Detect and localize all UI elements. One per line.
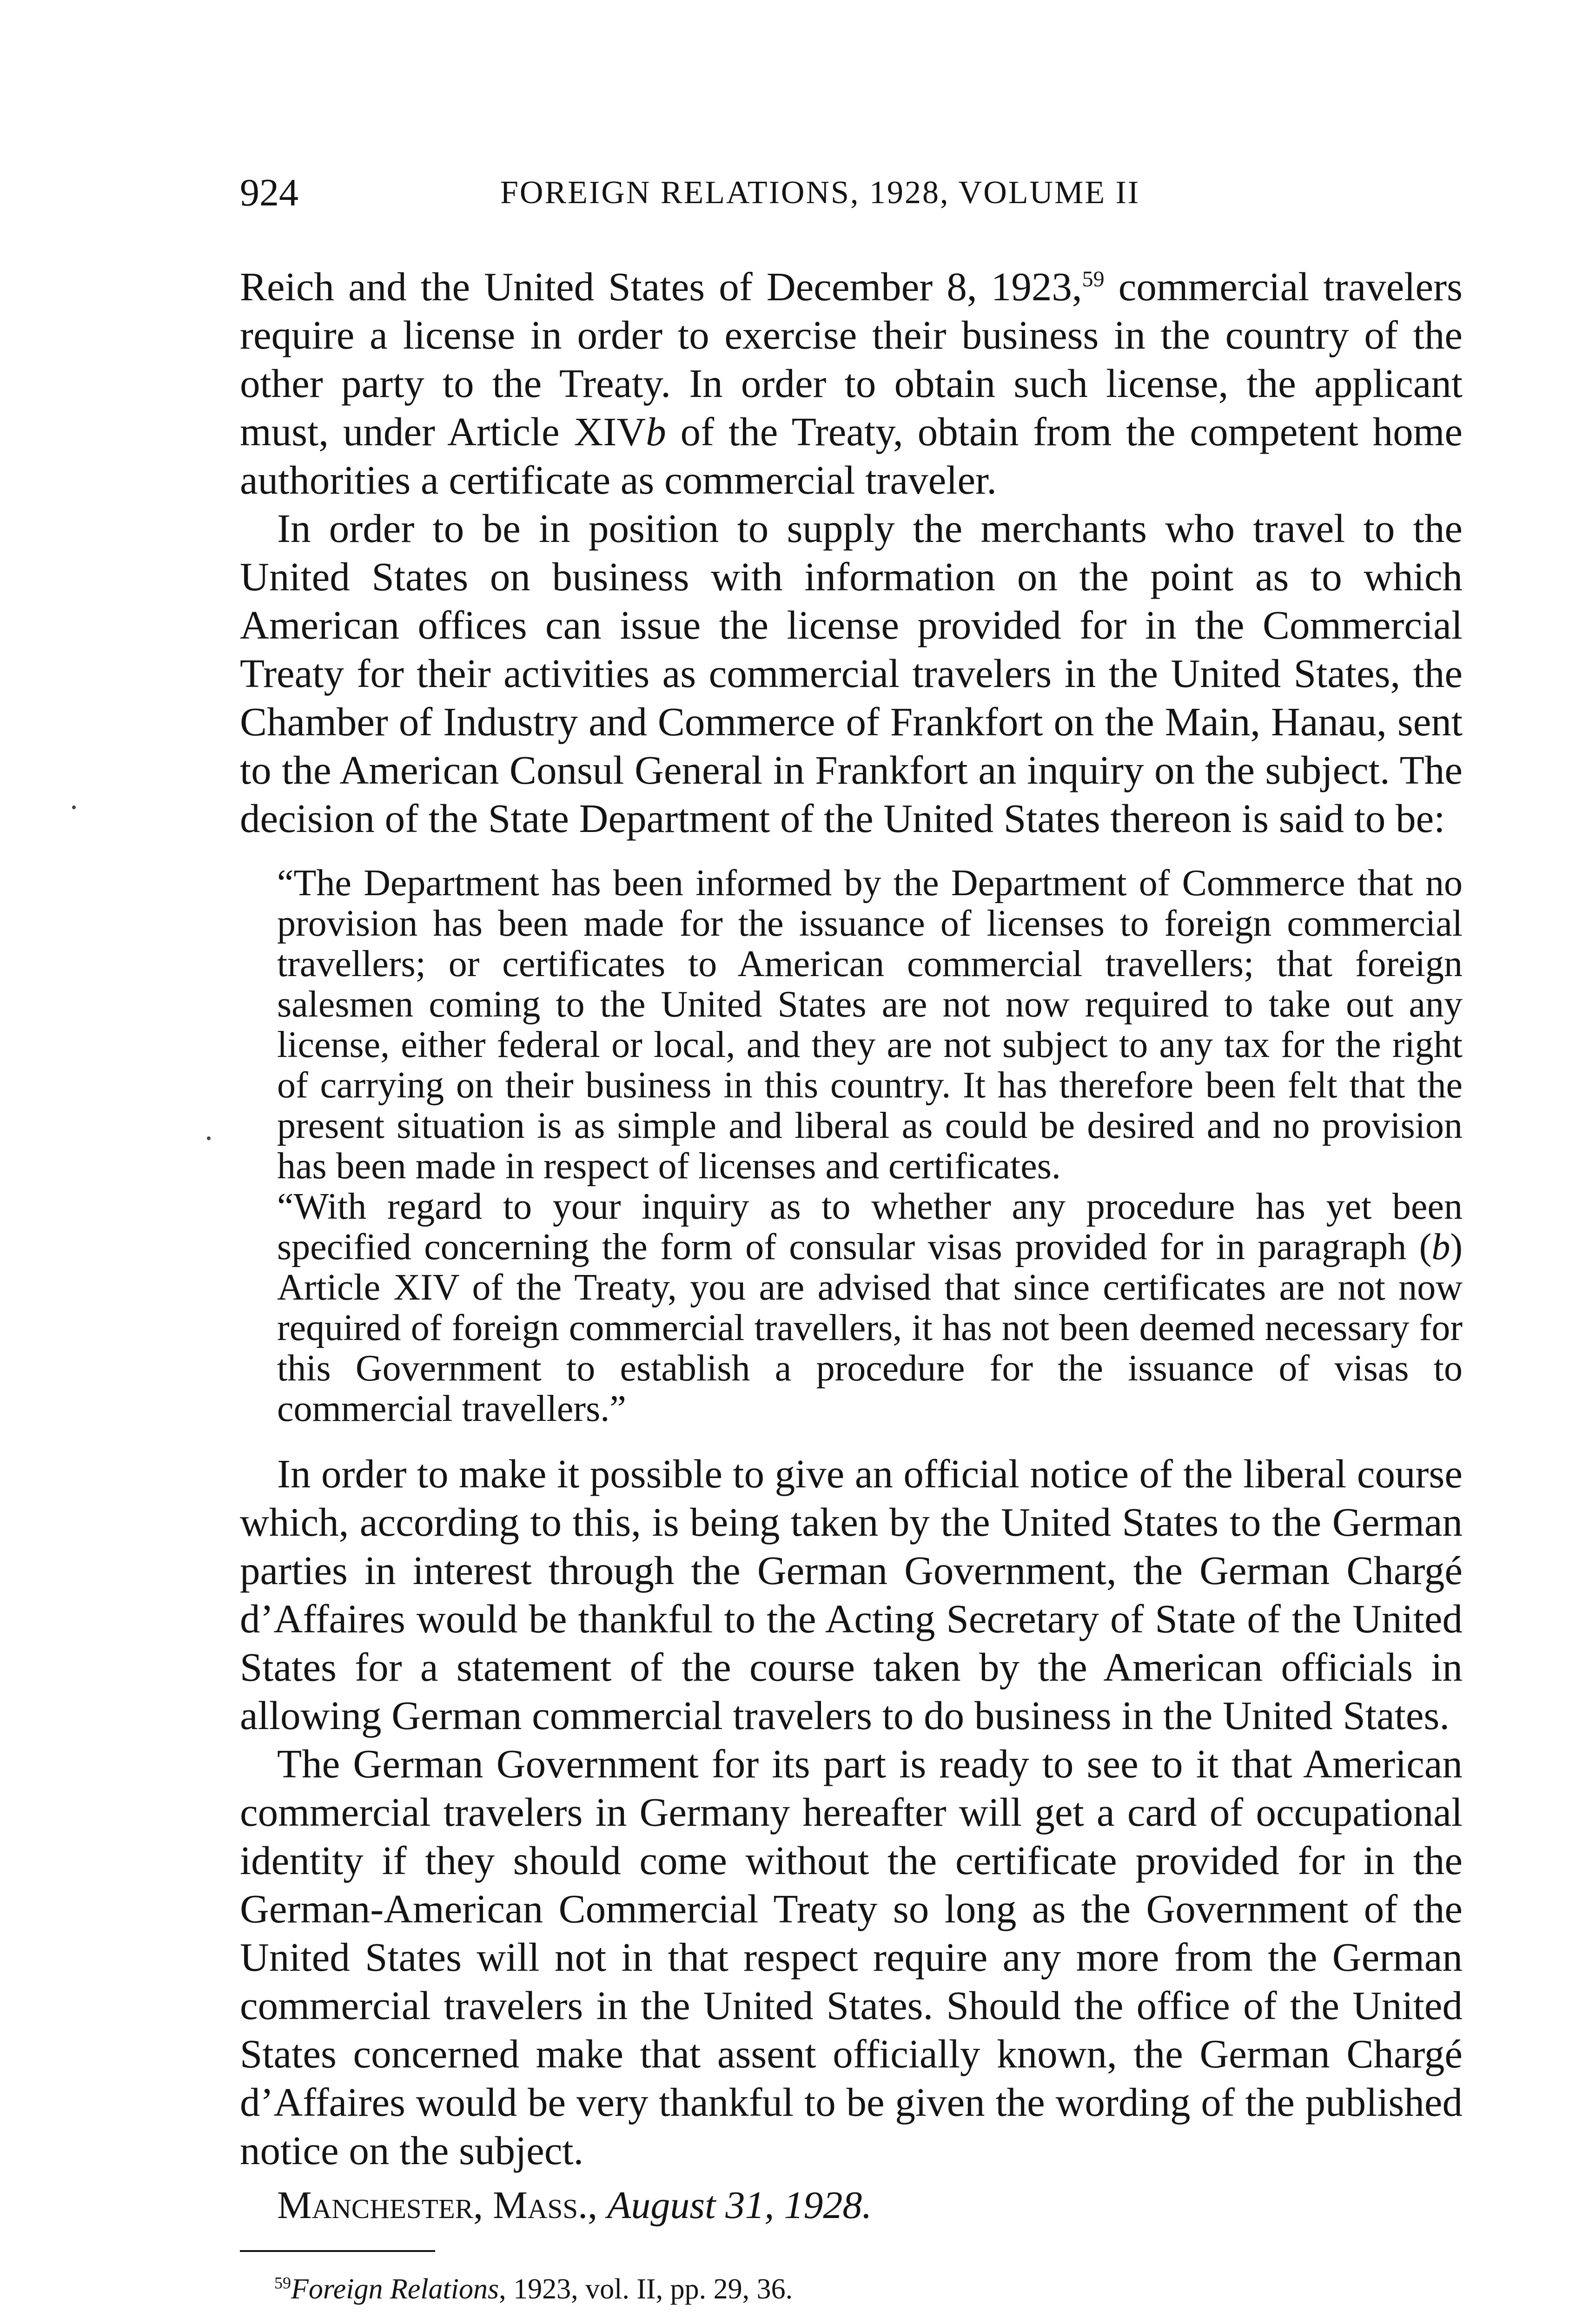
paragraph-1-article-letter: b (646, 409, 666, 454)
footnote-reference: 59 (1082, 267, 1105, 291)
running-title: FOREIGN RELATIONS, 1928, VOLUME II (500, 175, 1140, 211)
quote-paragraph-1: “The Department has been informed by the Department of Commerce that no provision has been made for the issuance of licenses to foreign commercial travellers; or certificates to American commercial travellers; that foreign salesmen coming to the United States are not now required to take out any license, either federal or local, and they are not subject to any tax for the right of carrying on their business in this country. It has therefore been felt that the present situation is as simple and liberal as could be desired and no provision has been made in respect of licenses and certificates. (277, 863, 1463, 1187)
paragraph-4: The German Government for its part is ready to see to it that American commercial travelers in Germany hereafter will get a card of occupational identity if they should come without the certificate provided for in the German-American Commercial Treaty so long as the Government of the United States will not in that respect require any more from the German commercial travelers in the United States. Should the office of the United States concerned make that assent officially known, the German Chargé d’Affaires would be very thankful to be given the wording of the published notice on the subject. (240, 1741, 1463, 2173)
footnote (240, 2271, 1463, 2308)
footnote-title: Foreign Relations (291, 2273, 499, 2305)
signature-date: August 31, 1928. (607, 2184, 872, 2227)
paragraph-1-text-end: of the Treaty, obtain from the competent home authorities a certificate as commercial traveler. (240, 409, 1463, 502)
body-text (240, 263, 1463, 2230)
page-number: 924 (240, 171, 298, 214)
running-header (240, 167, 1463, 218)
quote-paragraph-2 (277, 1187, 1463, 1429)
quote-paragraph-2-text-end: ) Article XIV of the Treaty, you are advised that since certificates are not now required of foreign commercial travellers, it has not been deemed necessary for this Government to establish a procedure for the issuance of visas to commercial travellers.” (277, 1227, 1463, 1429)
signature-place: Manchester, Mass., (277, 2184, 598, 2227)
footnote-divider (240, 2250, 435, 2252)
paragraph-1 (240, 263, 1463, 504)
quote-paragraph-letter: b (1431, 1227, 1450, 1268)
block-quote (240, 863, 1463, 1429)
paragraph-3: In order to make it possible to give an official notice of the liberal course which, according to this, is being taken by the United States to the German parties in interest through the German Government, the German Chargé d’Affaires would be thankful to the Acting Secretary of State of the United States for a statement of the course taken by the American officials in allowing German commercial travelers to do business in the United States. (240, 1451, 1463, 1738)
margin-mark (72, 805, 76, 809)
footnote-marker: 59 (274, 2273, 291, 2292)
document-page (240, 167, 1463, 2308)
quote-paragraph-2-text: “With regard to your inquiry as to whether any procedure has yet been specified concerning the form of consular visas provided for in paragraph ( (277, 1186, 1463, 1268)
paragraph-1-text: Reich and the United States of December 8, 1923, (240, 264, 1082, 309)
signature-line (240, 2181, 1463, 2230)
margin-mark (207, 1136, 211, 1140)
footnote-citation: , 1923, vol. II, pp. 29, 36. (499, 2273, 793, 2305)
paragraph-1-text-cont: commercial travelers require a license in order to exercise their business in the country of the other party to the Treaty. In order to obtain such license, the applicant must, under Article XIV (240, 264, 1463, 454)
paragraph-2: In order to be in position to supply the merchants who travel to the United States on business with information on the point as to which American offices can issue the license provided for in the Commercial Treaty for their activities as commercial travelers in the United States, the Chamber of Industry and Commerce of Frankfort on the Main, Hanau, sent to the American Consul General in Frankfort an inquiry on the subject. The decision of the State Department of the United States thereon is said to be: (240, 506, 1463, 841)
